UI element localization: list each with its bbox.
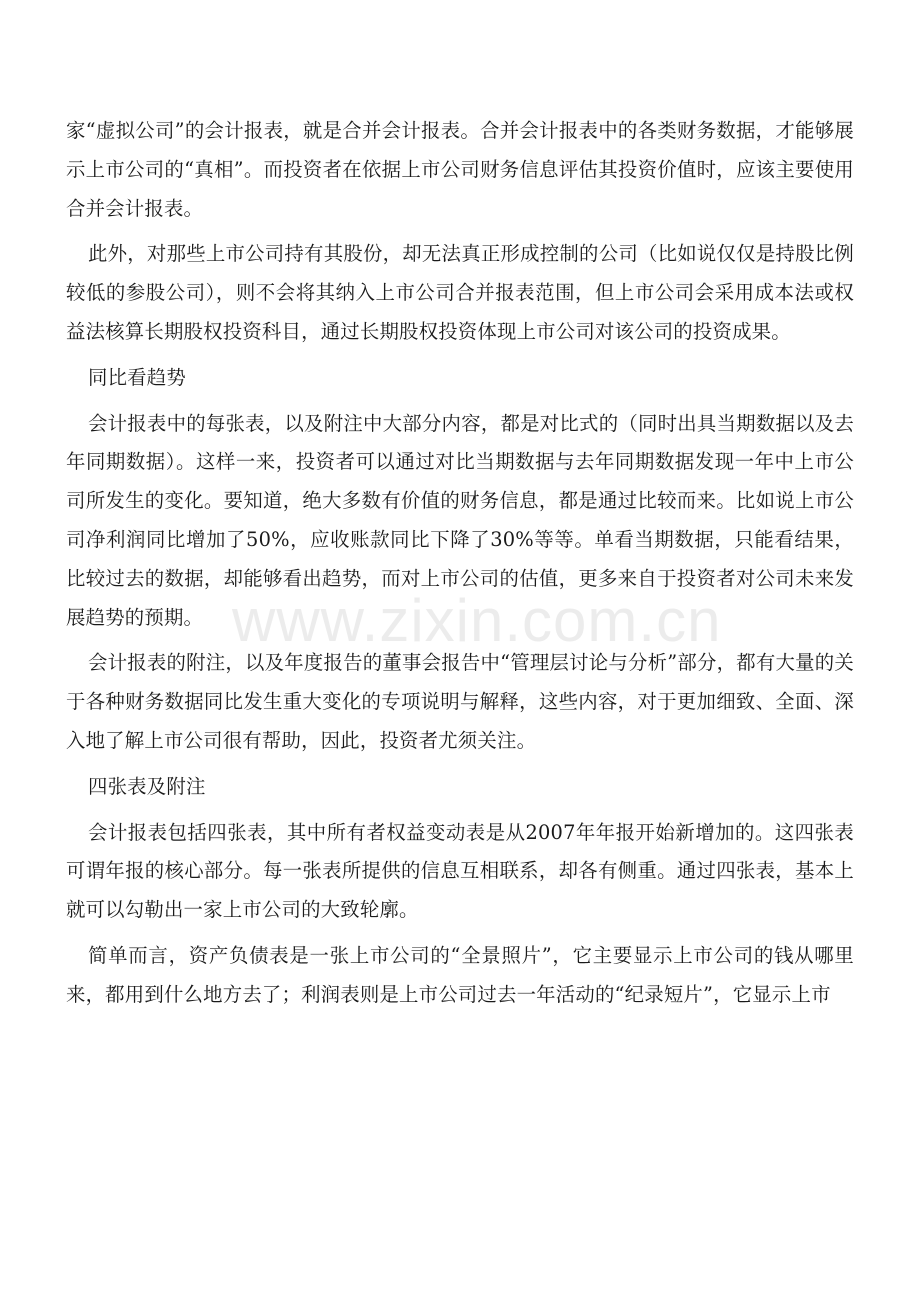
watermark: www.zixin.com.cn: [232, 587, 722, 654]
paragraph-four-statements: 会计报表包括四张表，其中所有者权益变动表是从2007年年报开始新增加的。这四张表可谓年报的核心部分。每一张表所提供的信息互相联系，却各有侧重。通过四张表，基本上就可以勾勒出一家上市公司的大致轮廓。: [66, 820, 854, 922]
paragraph-notes-and-mda: 会计报表的附注，以及年度报告的董事会报告中“管理层讨论与分析”部分，都有大量的关于各种财务数据同比发生重大变化的专项说明与解释，这些内容，对于更加细致、全面、深入地了解上市公司很有帮助，因此，投资者尤须关注。: [66, 651, 854, 752]
section-heading-yoy-trend: 同比看趋势: [88, 365, 186, 389]
paragraph-balance-sheet-income: 简单而言，资产负债表是一张上市公司的“全景照片”，它主要显示上市公司的钱从哪里来，都用到什么地方去了；利润表则是上市公司过去一年活动的“纪录短片”，它显示上市: [66, 943, 854, 1006]
paragraph-consolidated-statements: 家“虚拟公司”的会计报表，就是合并会计报表。合并会计报表中的各类财务数据，才能够展示上市公司的“真相”。而投资者在依据上市公司财务信息评估其投资价值时，应该主要使用合并会计报表。: [66, 119, 854, 220]
paragraph-equity-investments: 此外，对那些上市公司持有其股份，却无法真正形成控制的公司（比如说仅仅是持股比例较低的参股公司），则不会将其纳入上市公司合并报表范围，但上市公司会采用成本法或权益法核算长期股权投资科目，通过长期股权投资体现上市公司对该公司的投资成果。: [66, 242, 854, 343]
paragraph-comparative-statements: 会计报表中的每张表，以及附注中大部分内容，都是对比式的（同时出具当期数据以及去年同期数据）。这样一来，投资者可以通过对比当期数据与去年同期数据发现一年中上市公司所发生的变化。要知道，绝大多数有价值的财务信息，都是通过比较而来。比如说上市公司净利润同比增加了50%，应收账款同比下降了30%等等。单看当期数据，只能看结果，比较过去的数据，却能够看出趋势，而对上市公司的估值，更多来自于投资者对公司未来发展趋势的预期。: [66, 411, 854, 629]
section-heading-four-statements: 四张表及附注: [88, 774, 206, 798]
